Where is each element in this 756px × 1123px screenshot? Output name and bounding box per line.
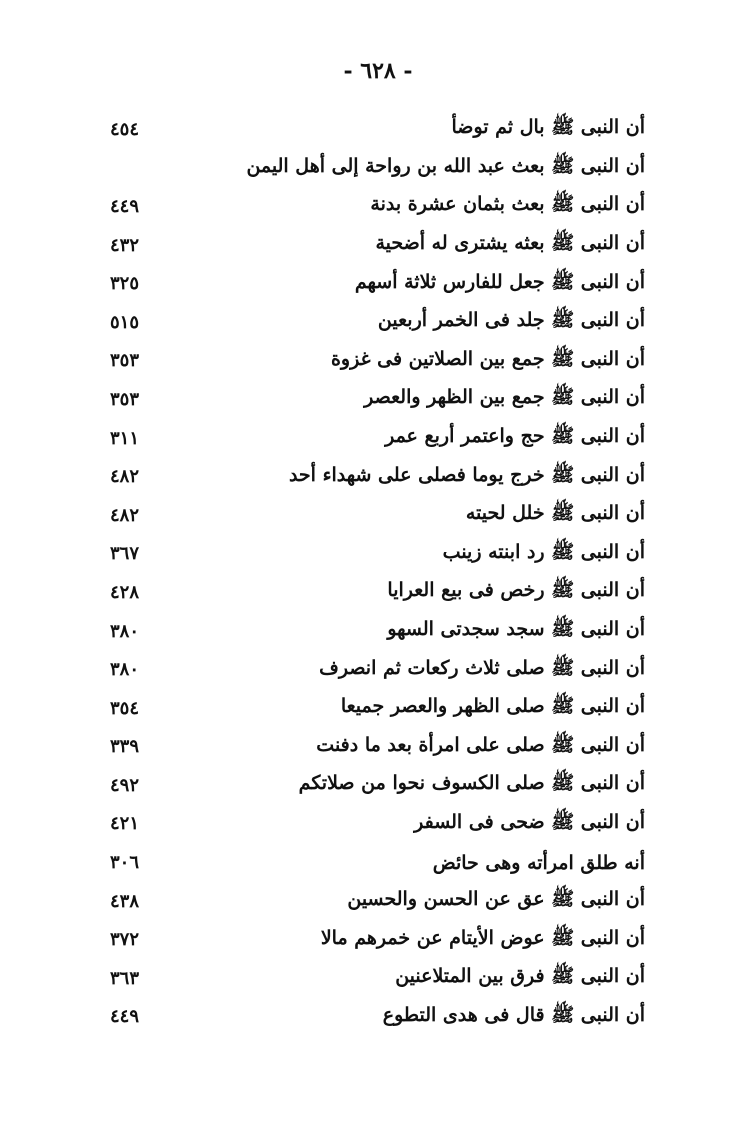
entry-text: أن النبى ﷺ جلد فى الخمر أربعين xyxy=(377,309,645,332)
entry-text: أن النبى ﷺ صلى الظهر والعصر جميعا xyxy=(340,695,645,718)
index-entry xyxy=(110,843,645,882)
entry-text: أن النبى ﷺ بال ثم توضأ xyxy=(451,116,645,139)
index-entry xyxy=(110,612,645,651)
entry-text: أن النبى ﷺ جمع بين الظهر والعصر xyxy=(364,386,645,409)
entry-page-ref: ٤٨٢ xyxy=(110,466,140,488)
index-entry xyxy=(110,650,645,689)
index-entry xyxy=(110,689,645,728)
index-entry xyxy=(110,766,645,805)
entry-page-ref: ٤٣٢ xyxy=(110,234,140,256)
entry-page-ref: ٤٢٨ xyxy=(110,581,140,603)
entry-page-ref: ٣٠٦ xyxy=(110,852,140,874)
index-entry xyxy=(110,303,645,342)
index-entry xyxy=(110,342,645,381)
index-entry xyxy=(110,535,645,574)
entry-text: أن النبى ﷺ بعث عبد الله بن رواحة إلى أهل اليمن xyxy=(246,154,645,177)
entry-text: أن النبى ﷺ عق عن الحسن والحسين xyxy=(347,888,645,911)
entry-page-ref: ٤٤٩ xyxy=(110,1006,140,1028)
entry-page-ref: ٣٦٧ xyxy=(110,543,140,565)
entry-text: أن النبى ﷺ رخص فى بيع العرايا xyxy=(387,579,645,602)
entry-text: أن النبى ﷺ سجد سجدتى السهو xyxy=(387,618,645,641)
index-entry xyxy=(110,728,645,767)
index-entry xyxy=(110,959,645,998)
index-entry xyxy=(110,457,645,496)
entry-text: أن النبى ﷺ حج واعتمر أربع عمر xyxy=(385,425,645,448)
index-entry xyxy=(110,573,645,612)
entry-page-ref: ٣١١ xyxy=(110,427,140,449)
entry-text: أن النبى ﷺ صلى الكسوف نحوا من صلاتكم xyxy=(298,772,645,795)
entry-page-ref: ٣٥٤ xyxy=(110,697,140,719)
entry-page-ref: ٣٨٠ xyxy=(110,620,140,642)
entry-text: أن النبى ﷺ ضحى فى السفر xyxy=(414,810,645,833)
entry-text: أن النبى ﷺ صلى على امرأة بعد ما دفنت xyxy=(316,733,645,756)
index-entry xyxy=(110,496,645,535)
entry-text: أن النبى ﷺ صلى ثلاث ركعات ثم انصرف xyxy=(319,656,645,679)
entry-page-ref: ٤٥٤ xyxy=(110,118,140,140)
index-entry xyxy=(110,226,645,265)
entry-text: أن النبى ﷺ بعث بثمان عشرة بدنة xyxy=(370,193,645,216)
index-entry xyxy=(110,187,645,226)
entry-page-ref: ٤٣٨ xyxy=(110,890,140,912)
entry-text: أن النبى ﷺ فرق بين المتلاعنين xyxy=(395,965,645,988)
index-entry xyxy=(110,149,645,188)
entry-page-ref: ٣٣٩ xyxy=(110,736,140,758)
index-entry xyxy=(110,805,645,844)
entry-text: أن النبى ﷺ رد ابنته زينب xyxy=(442,540,645,563)
entry-text: أن النبى ﷺ خلل لحيته xyxy=(465,502,645,525)
entry-page-ref: ٤٢١ xyxy=(110,813,140,835)
entry-page-ref: ٤٩٢ xyxy=(110,774,140,796)
entry-text: أن النبى ﷺ جمع بين الصلاتين فى غزوة xyxy=(330,347,645,370)
entry-page-ref: ٤٤٩ xyxy=(110,195,140,217)
index-entry xyxy=(110,380,645,419)
entry-page-ref: ٣٥٣ xyxy=(110,388,140,410)
entry-text: أن النبى ﷺ جعل للفارس ثلاثة أسهم xyxy=(354,270,645,293)
index-entry xyxy=(110,920,645,959)
entry-page-ref: ٣٧٢ xyxy=(110,929,140,951)
index-entry xyxy=(110,110,645,149)
index-entry xyxy=(110,998,645,1037)
index-entry xyxy=(110,882,645,921)
entry-text: أن النبى ﷺ خرج يوما فصلى على شهداء أحد xyxy=(288,463,645,486)
entry-page-ref: ٣٨٠ xyxy=(110,659,140,681)
entry-page-ref: ٤٨٢ xyxy=(110,504,140,526)
entry-text: أنه طلق امرأته وهى حائض xyxy=(432,851,645,874)
page-number: - ٦٢٨ - xyxy=(343,58,413,84)
index-entry xyxy=(110,264,645,303)
hadith-index-list xyxy=(110,110,645,1036)
entry-page-ref: ٣٦٣ xyxy=(110,967,140,989)
entry-page-ref: ٥١٥ xyxy=(110,311,140,333)
index-entry xyxy=(110,419,645,458)
entry-text: أن النبى ﷺ قال فى هدى التطوع xyxy=(382,1003,645,1026)
entry-page-ref: ٣٥٣ xyxy=(110,350,140,372)
entry-text: أن النبى ﷺ بعثه يشترى له أضحية xyxy=(375,232,645,255)
entry-text: أن النبى ﷺ عوض الأيتام عن خمرهم مالا xyxy=(320,926,645,949)
entry-page-ref: ٣٢٥ xyxy=(110,273,140,295)
